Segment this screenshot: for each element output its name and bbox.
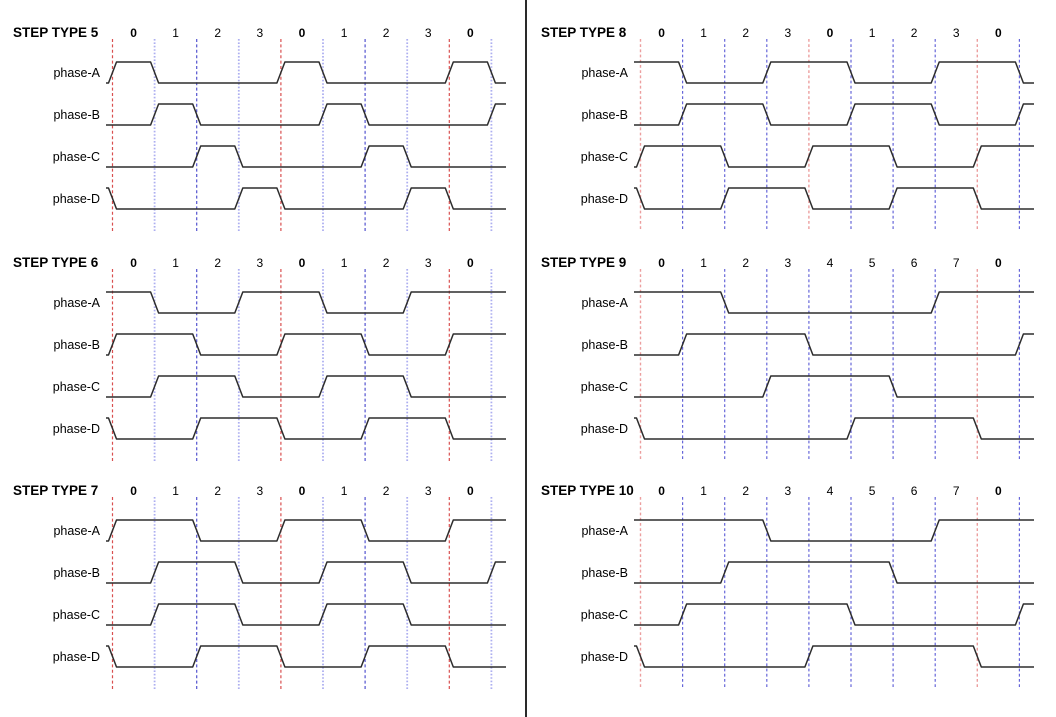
step-number-label: 2 (382, 484, 390, 498)
step-number-label: 2 (910, 26, 918, 40)
step-number-label: 6 (910, 256, 918, 270)
phase-label: phase-D (52, 192, 100, 206)
waveform-phase-D (634, 188, 1034, 209)
step-number-label: 4 (826, 484, 834, 498)
step-number-label: 0 (467, 256, 474, 270)
step-number-label: 1 (172, 256, 179, 270)
panel-step-type-9 (528, 230, 1056, 460)
step-number-label: 3 (784, 484, 792, 498)
panel-title: STEP TYPE 7 (13, 483, 99, 498)
step-number-label: 3 (424, 256, 432, 270)
phase-label: phase-B (53, 338, 100, 352)
waveform-phase-B (106, 104, 506, 125)
waveform-phase-C (634, 146, 1034, 167)
waveform-phase-D (634, 418, 1034, 439)
phase-label: phase-C (52, 380, 100, 394)
phase-label: phase-C (580, 380, 628, 394)
step-number-label: 0 (995, 256, 1002, 270)
waveform-phase-A (106, 62, 506, 83)
step-number-label: 0 (130, 26, 137, 40)
waveform-phase-C (106, 146, 506, 167)
step-number-label: 0 (298, 26, 306, 40)
step-number-label: 2 (214, 256, 222, 270)
panel-title: STEP TYPE 9 (541, 255, 627, 270)
panel-title: STEP TYPE 5 (13, 25, 99, 40)
step-number-label: 0 (298, 256, 306, 270)
panel-step-type-10 (528, 458, 1056, 688)
waveform-phase-C (106, 376, 506, 397)
panel-title: STEP TYPE 10 (541, 483, 634, 498)
waveform-phase-C (634, 604, 1034, 625)
phase-label: phase-A (581, 296, 628, 310)
panel-step-type-5 (0, 0, 528, 230)
phase-label: phase-B (53, 108, 100, 122)
waveform-phase-D (106, 188, 506, 209)
waveform-phase-C (106, 604, 506, 625)
step-number-label: 1 (700, 484, 707, 498)
step-number-label: 0 (130, 484, 137, 498)
panel-title: STEP TYPE 6 (13, 255, 99, 270)
step-number-label: 0 (467, 484, 474, 498)
step-number-label: 1 (700, 256, 707, 270)
step-number-label: 0 (130, 256, 137, 270)
step-number-label: 5 (868, 256, 876, 270)
step-number-label: 3 (256, 484, 264, 498)
phase-label: phase-D (52, 650, 100, 664)
step-number-label: 2 (214, 26, 222, 40)
waveform-phase-B (106, 562, 506, 583)
phase-label: phase-A (53, 66, 100, 80)
waveform-phase-A (106, 520, 506, 541)
waveform-phase-B (634, 562, 1034, 583)
step-number-label: 1 (868, 26, 876, 40)
step-number-label: 2 (742, 26, 750, 40)
step-number-label: 4 (826, 256, 834, 270)
step-number-label: 3 (952, 26, 960, 40)
phase-label: phase-A (581, 524, 628, 538)
phase-label: phase-C (52, 150, 100, 164)
step-number-label: 3 (256, 256, 264, 270)
phase-label: phase-B (581, 108, 628, 122)
phase-label: phase-B (53, 566, 100, 580)
waveform-phase-A (634, 62, 1034, 83)
step-number-label: 3 (784, 26, 792, 40)
step-number-label: 0 (995, 484, 1002, 498)
waveform-phase-D (106, 418, 506, 439)
phase-label: phase-A (581, 66, 628, 80)
step-number-label: 1 (340, 484, 348, 498)
panel-title: STEP TYPE 8 (541, 25, 627, 40)
phase-label: phase-A (53, 296, 100, 310)
phase-label: phase-D (580, 422, 628, 436)
phase-label: phase-B (581, 338, 628, 352)
step-number-label: 0 (298, 484, 306, 498)
step-number-label: 6 (910, 484, 918, 498)
phase-label: phase-C (52, 608, 100, 622)
step-number-label: 3 (424, 26, 432, 40)
step-number-label: 1 (172, 484, 179, 498)
waveform-phase-A (634, 292, 1034, 313)
phase-label: phase-D (52, 422, 100, 436)
waveform-phase-D (634, 646, 1034, 667)
phase-label: phase-D (580, 192, 628, 206)
step-number-label: 0 (658, 484, 665, 498)
phase-label: phase-B (581, 566, 628, 580)
waveform-phase-A (634, 520, 1034, 541)
step-number-label: 3 (784, 256, 792, 270)
step-number-label: 1 (340, 256, 348, 270)
step-number-label: 2 (742, 256, 750, 270)
step-number-label: 0 (826, 26, 834, 40)
phase-label: phase-D (580, 650, 628, 664)
waveform-phase-C (634, 376, 1034, 397)
step-number-label: 2 (214, 484, 222, 498)
waveform-phase-A (106, 292, 506, 313)
step-number-label: 2 (742, 484, 750, 498)
step-number-label: 0 (467, 26, 474, 40)
waveform-phase-B (634, 104, 1034, 125)
panel-step-type-7 (0, 458, 528, 688)
waveform-phase-B (106, 334, 506, 355)
step-number-label: 0 (995, 26, 1002, 40)
panel-step-type-6 (0, 230, 528, 460)
panel-step-type-8 (528, 0, 1056, 230)
step-number-label: 2 (382, 26, 390, 40)
step-number-label: 3 (424, 484, 432, 498)
phase-label: phase-C (580, 608, 628, 622)
waveform-phase-B (634, 334, 1034, 355)
step-number-label: 3 (256, 26, 264, 40)
step-number-label: 1 (172, 26, 179, 40)
step-number-label: 5 (868, 484, 876, 498)
step-number-label: 0 (658, 256, 665, 270)
phase-label: phase-A (53, 524, 100, 538)
phase-label: phase-C (580, 150, 628, 164)
step-number-label: 0 (658, 26, 665, 40)
step-number-label: 1 (340, 26, 348, 40)
step-number-label: 1 (700, 26, 707, 40)
waveform-phase-D (106, 646, 506, 667)
step-number-label: 2 (382, 256, 390, 270)
step-number-label: 7 (952, 256, 960, 270)
step-number-label: 7 (952, 484, 960, 498)
